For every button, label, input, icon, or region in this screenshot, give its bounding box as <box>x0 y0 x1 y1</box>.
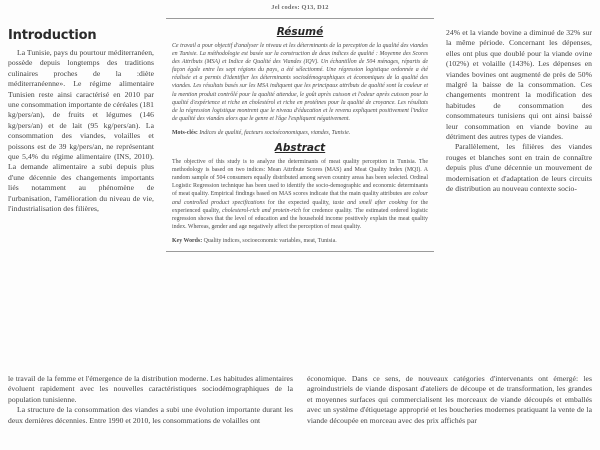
abstract-emphasis-2: taste and smell after cooking <box>332 199 408 206</box>
resume-keywords-line <box>172 129 428 137</box>
abstract-box-column <box>166 18 434 252</box>
abstract-body-part-2: for the expected quality, <box>264 199 333 206</box>
bottom-continuation-text <box>8 374 592 426</box>
introduction-paragraph: La Tunisie, pays du pourtour méditerranéen, possède depuis longtemps des traditions culinaires proches de la :diète méditerranéenne». Le régime alimentaire Tunisien reste ainsi caractérisé en 2010 par une consommation importante de céréales (181 kg/pers/an), de fruits et légumes (146 kg/pers/an) et de lait (95 kg/pers/an). La consommation des viandes, volailles et poissons est de 39 kg/pers/an, ne représentant que 5,4% du régime alimentaire (INS, 2010). La demande alimentaire a subi depuis plus d'une décennie des changements importants liés notamment au phénomène de l'urbanisation, l'amélioration du niveau de vie, l'industrialisation des filières, <box>8 48 154 214</box>
abstract-keywords-line <box>172 237 428 245</box>
right-column-paragraph-2: Parallèlement, les filières des viandes rouges et blanches sont en train de connaître depuis plus d'une décennie un mouvement de modernisation et d'adaptation de leurs circuits de distribution au nouveau contexte socio- <box>446 142 592 194</box>
bottom-left-paragraph-1: le travail de la femme et l'émergence de la distribution moderne. Les habitudes alimentaires évoluent rapidement avec les nouvelles caractéristiques sociodémographiques de la population tunisienne. <box>8 374 293 404</box>
right-text-column <box>446 28 592 195</box>
introduction-heading: Introduction <box>8 28 97 43</box>
bottom-right-paragraph: économique. Dans ce sens, de nouveaux catégories d'intervenants ont émergé: les agroindustriels de viande disposant d'ateliers de découpe et de transformation, les grandes et moyennes surfaces qui commercialisent les morceaux de viande découpés et emballés avec un système d'étiquetage approprié et les boucheries modernes pratiquant la vente de la viande découpée en morceau avec des prix affichés par <box>307 374 592 425</box>
left-text-column <box>8 28 154 215</box>
resume-keywords-label: Mots-clés: <box>172 129 198 136</box>
resume-body: Ce travail a pour objectif d'analyser le niveau et les déterminants de la perception de la qualité des viandes en Tunisie. La méthodologie est basée sur la construction de deux indices de qualité : Moyenne des Scores des Attributs (MSA) et Indice de Qualité des Viandes (IQV). Un échantillon de 504 ménages, répartis de façon égale entre les sept régions du pays, a été sélectionné. Une régression logistique ordonnée a été réalisée et a permis d'identifier les déterminants sociodémographiques et économiques de la qualité des viandes. Les résultats basés sur les MSA indiquent que les principaux attributs de qualité sont la couleur et la mention produit contrôlé pour la qualité attendue, le goût après cuisson et l'odeur après cuisson pour la qualité d'expérience et riche en cholestérol et riche en protéines pour la qualité de croyance. Les résultats de la régression logistique montrent que le niveau d'éducation et le revenu expliquent positivement l'indice de qualité des viandes alors que le genre et l'âge l'expliquent négativement. <box>172 43 428 122</box>
jel-codes-header: Jel codes: Q13, D12 <box>271 4 329 11</box>
resume-abstract-box <box>166 18 434 252</box>
abstract-heading: Abstract <box>274 142 326 155</box>
abstract-body-part-4: for credence quality. The estimated ordered logistic regression shows that the level of education and the household income positively explain the meat quality index. Whereas, gender and age negatively affect the perception of meat quality. <box>172 207 428 230</box>
abstract-body-part-3: for the experienced quality, <box>172 199 429 214</box>
resume-keywords-value: Indices de qualité, facteurs socioéconomiques, viandes, Tunisie. <box>199 129 351 136</box>
bottom-left-paragraph-2: La structure de la consommation des viandes a subi une évolution importante durant les deux dernières décennies. Entre 1990 et 2010, les consommations de volailles ont <box>8 405 293 425</box>
abstract-emphasis-1: colour and controlled product specifications <box>172 191 428 206</box>
abstract-keywords-label: Key Words: <box>172 237 203 244</box>
abstract-body <box>172 158 428 231</box>
abstract-body-part-1: The objective of this study is to analyze the determinants of meat quality perception in Tunisia. The methodology is based on two indices: Mean Attribute Scores (MAS) and Meat Quality Index (MQI). A random sample of 504 consumers equally distributed among seven country areas has been selected. Ordinal Logistic Regression technique has been used to identify the socio-demographic and economic determinants of meat quality. Empirical findings based on MAS scores indicate that the main quality attributes are <box>172 159 428 198</box>
abstract-keywords-value: Quality indices, socioeconomic variables, meat, Tunisia. <box>203 237 337 244</box>
abstract-emphasis-3: cholesterol-rich and protein-rich <box>222 207 301 214</box>
right-column-paragraph-1: 24% et la viande bovine a diminué de 32% sur la même période. Concernant les dépenses, elles ont plus que doublé pour la viande ovine (102%) et volaille (143%). Les dépenses en viandes bovines ont augmenté de près de 50% malgré la baisse de la consommation. Ces changements montrent la modification des habitudes de consommation des consommateurs tunisiens qui ont ainsi baissé leur consommation en viande bovine au détriment des autres types de viandes. <box>446 28 592 142</box>
resume-heading: Résumé <box>276 26 324 38</box>
